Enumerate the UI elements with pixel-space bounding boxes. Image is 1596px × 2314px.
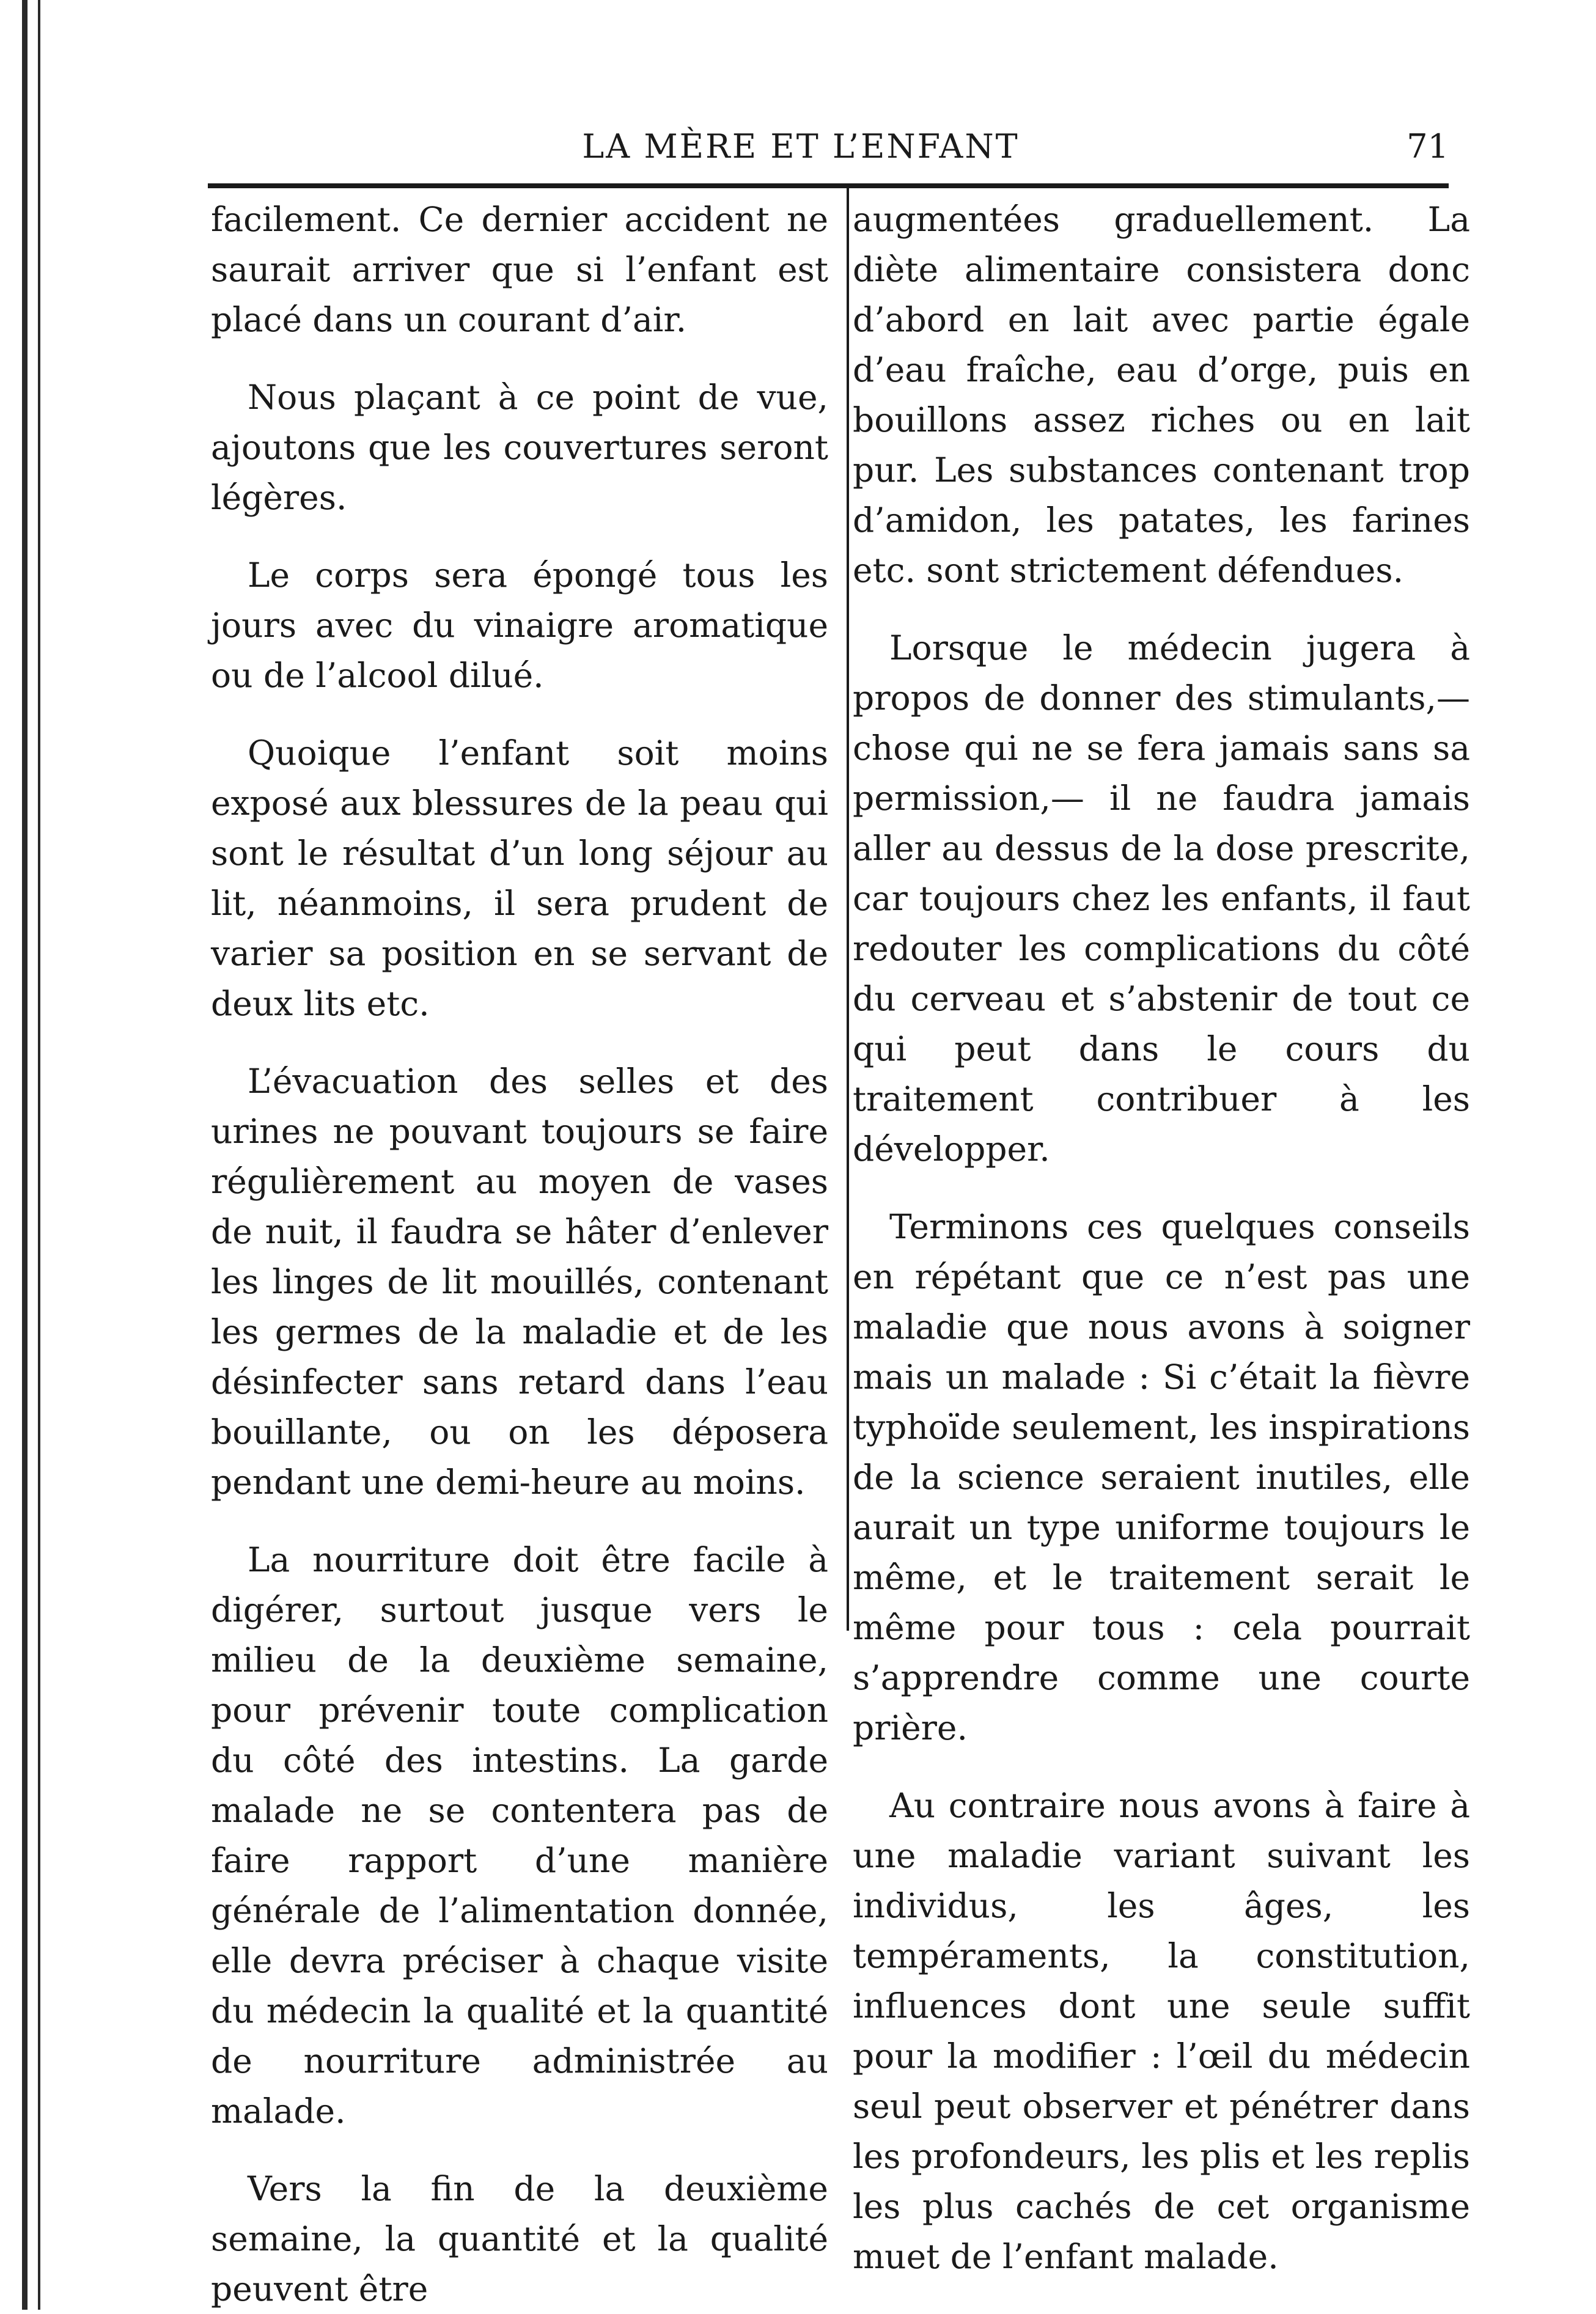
paragraph: Terminons ces quelques conseils en répétant que ce n’est pas une maladie que nous avons à soigner mais un malade : Si c’était la fièvre typhoïde seulement, les inspirations de la science seraient inutiles, elle aurait un type uniforme toujours le même, et le traitement serait le même pour tous : cela pourrait s’apprendre comme une courte prière. (853, 1207, 1470, 1747)
paragraph: augmentées graduellement. La diète alimentaire consistera donc d’abord en lait avec partie égale d’eau fraîche, eau d’orge, puis en bouillons assez riches ou en lait pur. Les substances contenant trop d’amidon, les patates, les farines etc. sont strictement défendues. (853, 200, 1470, 590)
header-rule (208, 183, 1449, 188)
paragraph: L’évacuation des selles et des urines ne pouvant toujours se faire régulièrement au moyen de vases de nuit, il faudra se hâter d’enlever les linges de lit mouillés, contenant les germes de la maladie et de les désinfecter sans retard dans l’eau bouillante, ou on les déposera pendant une demi-heure au moins. (211, 1062, 828, 1502)
paragraph: Au contraire nous avons à faire à une maladie variant suivant les individus, les âges, les tempéraments, la constitution, influences dont une seule suffit pour la modifier : l’œil du médecin seul peut observer et pénétrer dans les profondeurs, les plis et les replis les plus cachés de cet organisme muet de l’enfant malade. (853, 1786, 1470, 2276)
paragraph: facilement. Ce dernier accident ne saurait arriver que si l’enfant est placé dans un courant d’air. (211, 200, 828, 339)
paragraph: Vers la fin de la deuxième semaine, la quantité et la qualité peuvent être (211, 2169, 828, 2308)
running-head (202, 122, 1449, 171)
column-divider (847, 188, 849, 1631)
right-column (853, 194, 1470, 2282)
paragraph: Quoique l’enfant soit moins exposé aux blessures de la peau qui sont le résultat d’un long séjour au lit, néanmoins, il sera prudent de varier sa position en se servant de deux lits etc. (211, 733, 828, 1023)
paragraph: Nous plaçant à ce point de vue, ajoutons que les couvertures seront légères. (211, 378, 828, 517)
paragraph: La nourriture doit être facile à digérer, surtout jusque vers le milieu de la deuxième semaine, pour prévenir toute complication du côté des intestins. La garde malade ne se contentera pas de faire rapport d’une manière générale de l’alimentation donnée, elle devra préciser à chaque visite du médecin la qualité et la quantité de nourriture administrée au malade. (211, 1540, 828, 2131)
running-title: LA MÈRE ET L’ENFANT (582, 127, 1020, 166)
binding-line (38, 0, 40, 2310)
page-binding-edge (0, 0, 59, 2310)
left-column (211, 194, 828, 2314)
binding-line (22, 0, 28, 2310)
paragraph: Lorsque le médecin jugera à propos de donner des stimulants,—chose qui ne se fera jamais sans sa permission,— il ne faudra jamais aller au dessus de la dose prescrite, car toujours chez les enfants, il faut redouter les complications du côté du cerveau et s’abstenir de tout ce qui peut dans le cours du traitement contribuer à les développer. (853, 628, 1470, 1169)
paragraph: Le corps sera épongé tous les jours avec du vinaigre aromatique ou de l’alcool dilué. (211, 556, 828, 695)
page-number: 71 (1407, 127, 1449, 166)
